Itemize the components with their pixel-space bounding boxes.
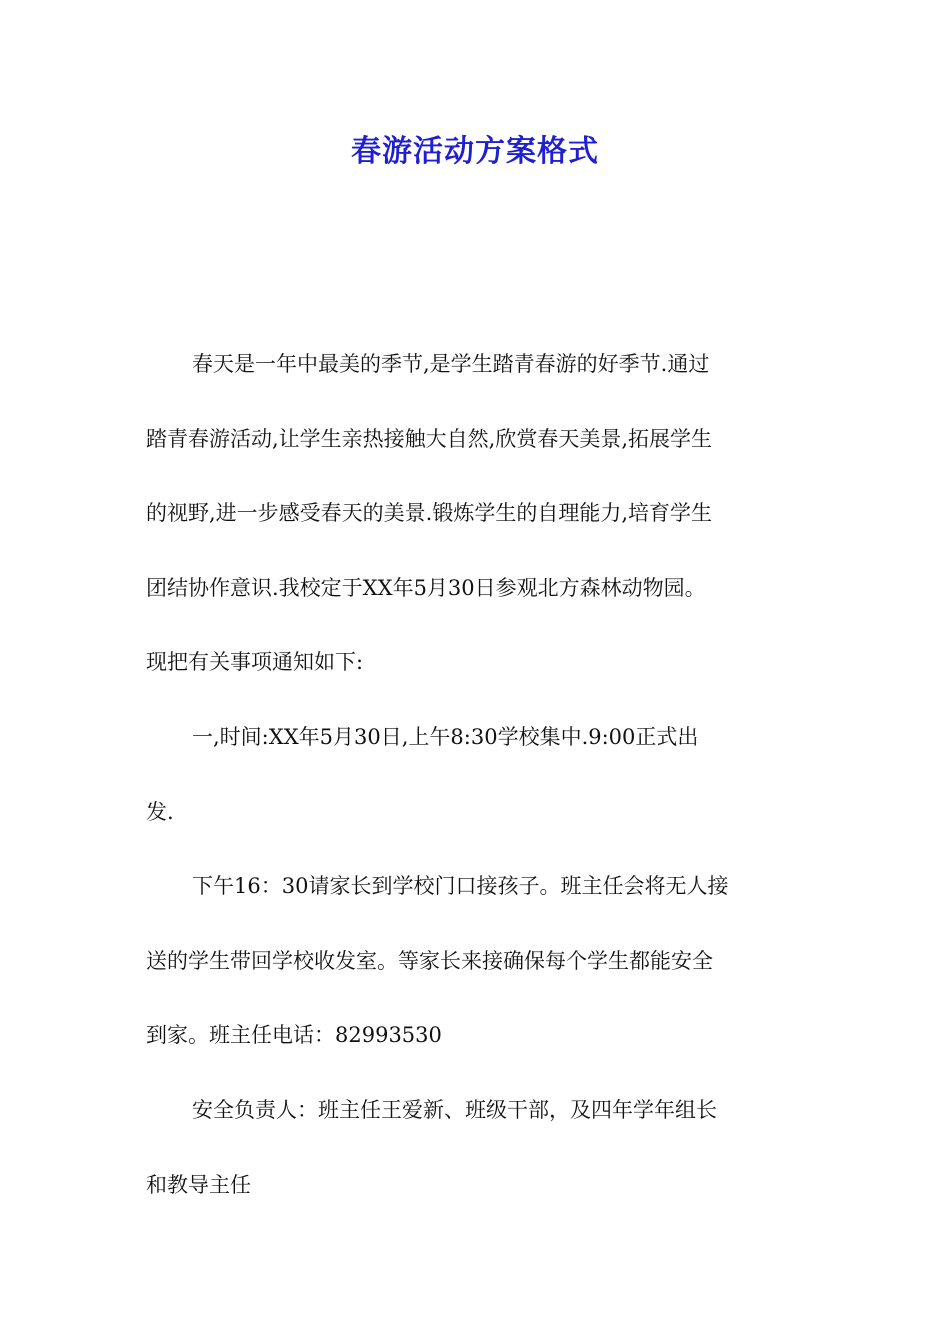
paragraph-line: 送的学生带回学校收发室。等家长来接确保每个学生都能安全 (146, 948, 713, 973)
paragraph-line: 团结协作意识.我校定于XX年5月30日参观北方森林动物园。 (146, 575, 706, 600)
paragraph-line: 和教导主任 (146, 1172, 251, 1197)
paragraph-line: 现把有关事项通知如下: (146, 650, 364, 675)
paragraph-line: 踏青春游活动,让学生亲热接触大自然,欣赏春天美景,拓展学生 (146, 426, 713, 451)
paragraph-line: 一,时间:XX年5月30日,上午8:30学校集中.9:00正式出 (192, 724, 699, 749)
paragraph-line: 的视野,进一步感受春天的美景.锻炼学生的自理能力,培育学生 (146, 501, 713, 526)
paragraph-line: 安全负责人：班主任王爱新、班级干部，及四年学年组长 (192, 1097, 717, 1122)
paragraph-line: 发. (146, 799, 174, 824)
document-body (146, 340, 810, 1235)
paragraph-line: 春天是一年中最美的季节,是学生踏青春游的好季节.通过 (192, 352, 710, 376)
paragraph-line: 到家。班主任电话：82993530 (146, 1023, 442, 1048)
paragraph-line: 下午16：30请家长到学校门口接孩子。班主任会将无人接 (192, 874, 729, 899)
document-title: 春游活动方案格式 (351, 134, 599, 169)
